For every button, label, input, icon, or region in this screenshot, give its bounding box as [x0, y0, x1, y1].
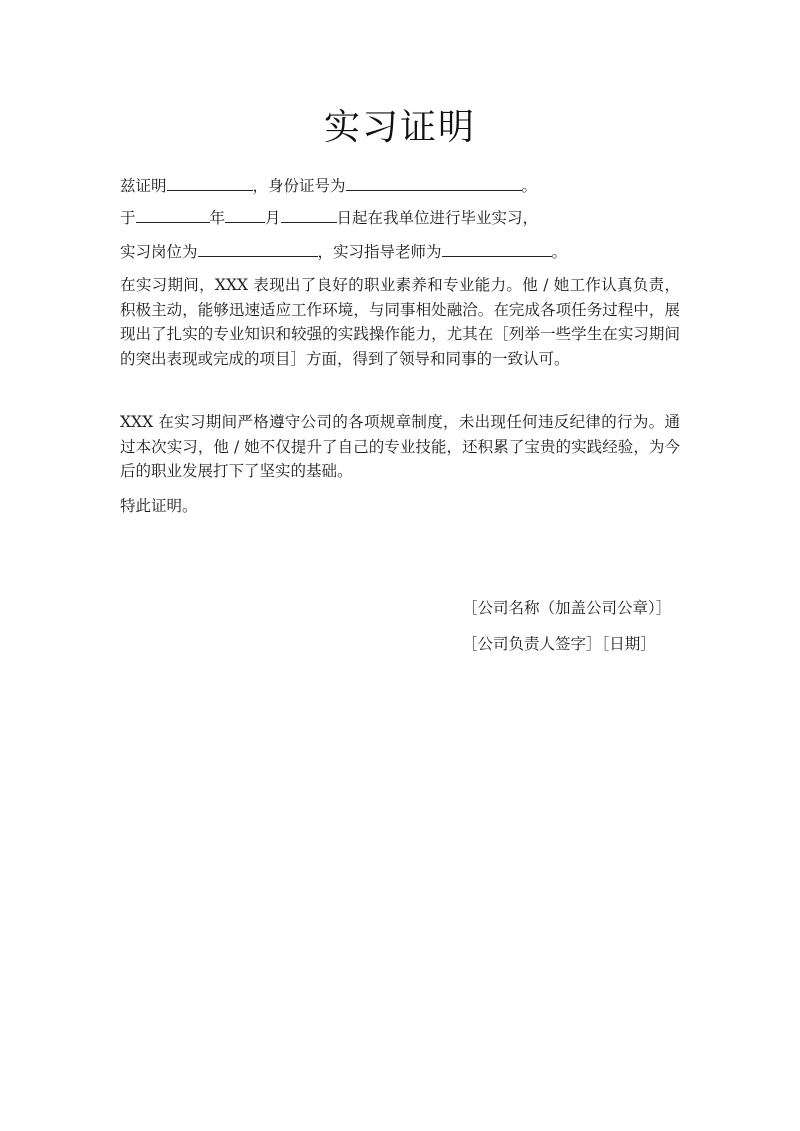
signature-date-placeholder: ［公司负责人签字］［日期］	[462, 635, 656, 653]
mentor-label: ，实习指导老师为	[317, 243, 442, 261]
student-name-line	[120, 174, 537, 198]
company-name-placeholder: ［公司名称（加盖公司公章）］	[462, 599, 672, 617]
id-number-label: ，身份证号为	[252, 177, 346, 195]
student-name-blank[interactable]	[167, 174, 253, 191]
conduct-paragraph: XXX 在实习期间严格遵守公司的各项规章制度，未出现任何违反纪律的行为。通过本次实习，他 / 她不仅提升了自己的专业技能，还积累了宝贵的实践经验，为今后的职业发展打下了坚实的基础。	[120, 413, 680, 480]
month-blank[interactable]	[225, 206, 265, 223]
page-title: 实习证明	[323, 107, 476, 148]
date-prefix: 于	[120, 209, 136, 227]
closing-text: 特此证明。	[120, 497, 198, 515]
mentor-blank[interactable]	[442, 240, 552, 257]
position-blank[interactable]	[198, 240, 318, 257]
start-date-line	[120, 206, 538, 230]
day-blank[interactable]	[281, 206, 337, 223]
certify-prefix: 兹证明	[120, 177, 167, 195]
year-blank[interactable]	[136, 206, 210, 223]
id-number-blank[interactable]	[346, 174, 522, 191]
date-suffix: 日起在我单位进行毕业实习，	[336, 209, 539, 227]
year-label: 年	[209, 209, 226, 227]
line1-end: 。	[521, 177, 538, 195]
position-line	[120, 240, 567, 264]
performance-paragraph: 在实习期间，XXX 表现出了良好的职业素养和专业能力。他 / 她工作认真负责，积极主动，能够迅速适应工作环境，与同事相处融洽。在完成各项任务过程中，展现出了扎实的专业知识和较强的实践操作能力，尤其在［列举一些学生在实习期间的突出表现或完成的项目］方面，得到了领导和同事的一致认可。	[120, 276, 680, 368]
position-label: 实习岗位为	[120, 243, 198, 261]
line3-end: 。	[551, 243, 568, 261]
month-label: 月	[265, 209, 281, 227]
